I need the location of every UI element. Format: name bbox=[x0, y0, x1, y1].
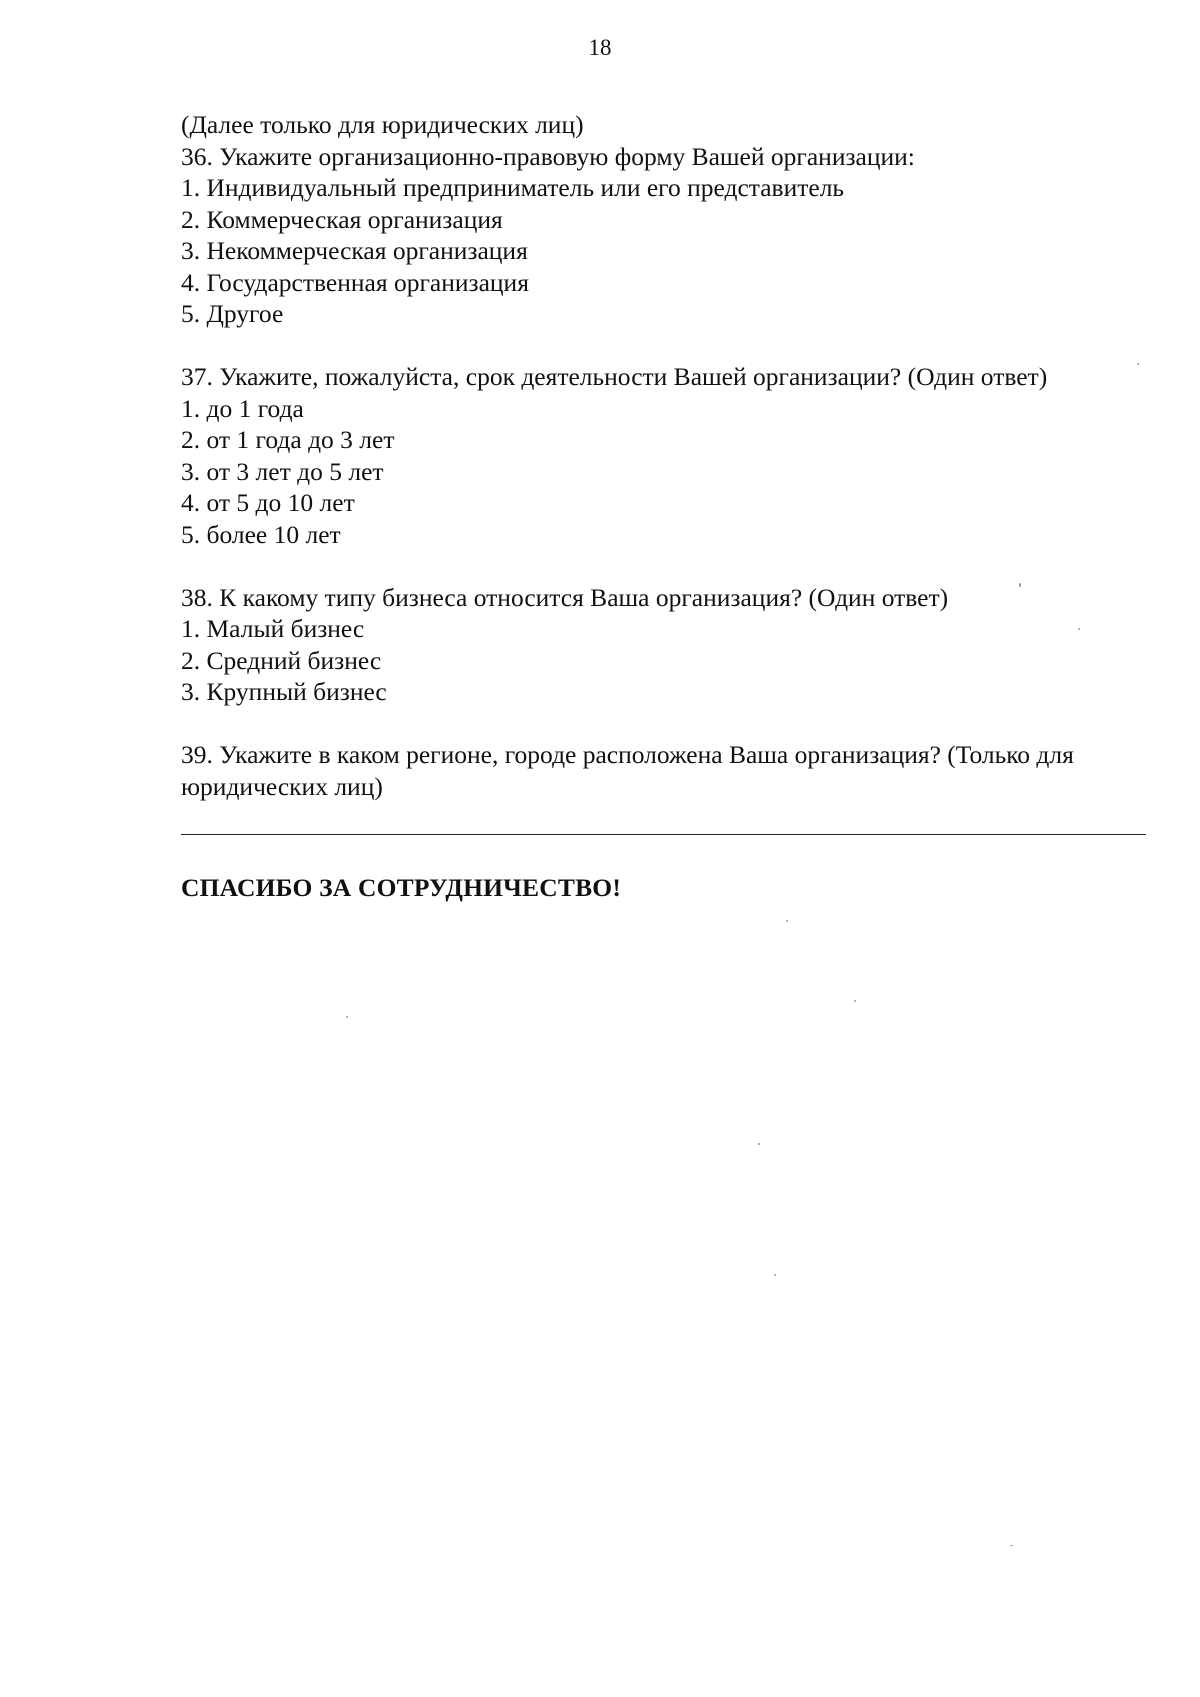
scan-speck bbox=[854, 1000, 856, 1002]
spacer bbox=[181, 330, 1161, 362]
scan-speck bbox=[1137, 363, 1139, 365]
section-note: (Далее только для юридических лиц) bbox=[181, 110, 584, 139]
scan-speck bbox=[758, 1143, 760, 1145]
answer-option: 5. Другое bbox=[181, 299, 284, 328]
scan-speck bbox=[1019, 583, 1021, 587]
answer-option: 3. Крупный бизнес bbox=[181, 677, 387, 706]
page-number: 18 bbox=[588, 35, 612, 60]
scan-speck bbox=[774, 1274, 776, 1276]
answer-option: 4. Государственная организация bbox=[181, 267, 529, 297]
questionnaire-body bbox=[181, 109, 1161, 802]
question-39 bbox=[181, 739, 1161, 802]
scan-speck bbox=[1010, 1545, 1013, 1546]
answer-option: 1. до 1 года bbox=[181, 393, 304, 423]
question-text: 37. Укажите, пожалуйста, срок деятельности Вашей организации? (Один ответ) bbox=[181, 362, 1048, 391]
answer-option: 3. от 3 лет до 5 лет bbox=[181, 456, 384, 486]
answer-option: 3. Некоммерческая организация bbox=[181, 236, 528, 265]
question-36 bbox=[181, 141, 1161, 330]
answer-option: 2. Средний бизнес bbox=[181, 645, 382, 675]
question-38 bbox=[181, 582, 1161, 708]
closing-message: СПАСИБО ЗА СОТРУДНИЧЕСТВО! bbox=[181, 873, 622, 902]
spacer bbox=[181, 550, 1161, 582]
answer-option: 2. Коммерческая организация bbox=[181, 204, 503, 234]
scan-speck bbox=[786, 920, 788, 922]
answer-option: 1. Индивидуальный предприниматель или его представитель bbox=[181, 173, 845, 202]
answer-line bbox=[181, 834, 1146, 835]
answer-option: 1. Малый бизнес bbox=[181, 614, 365, 643]
answer-option: 2. от 1 года до 3 лет bbox=[181, 425, 395, 454]
spacer bbox=[181, 708, 1161, 740]
scan-speck bbox=[346, 1016, 348, 1018]
scan-speck bbox=[1078, 628, 1080, 630]
answer-option: 4. от 5 до 10 лет bbox=[181, 488, 355, 517]
question-text: 36. Укажите организационно-правовую форму Вашей организации: bbox=[181, 141, 915, 171]
question-text: 38. К какому типу бизнеса относится Ваша организация? (Один ответ) bbox=[181, 582, 949, 612]
question-text: 39. Укажите в каком регионе, городе расположена Ваша организация? (Только для юридических лиц) bbox=[181, 740, 1074, 801]
answer-option: 5. более 10 лет bbox=[181, 519, 341, 549]
question-37 bbox=[181, 361, 1161, 550]
